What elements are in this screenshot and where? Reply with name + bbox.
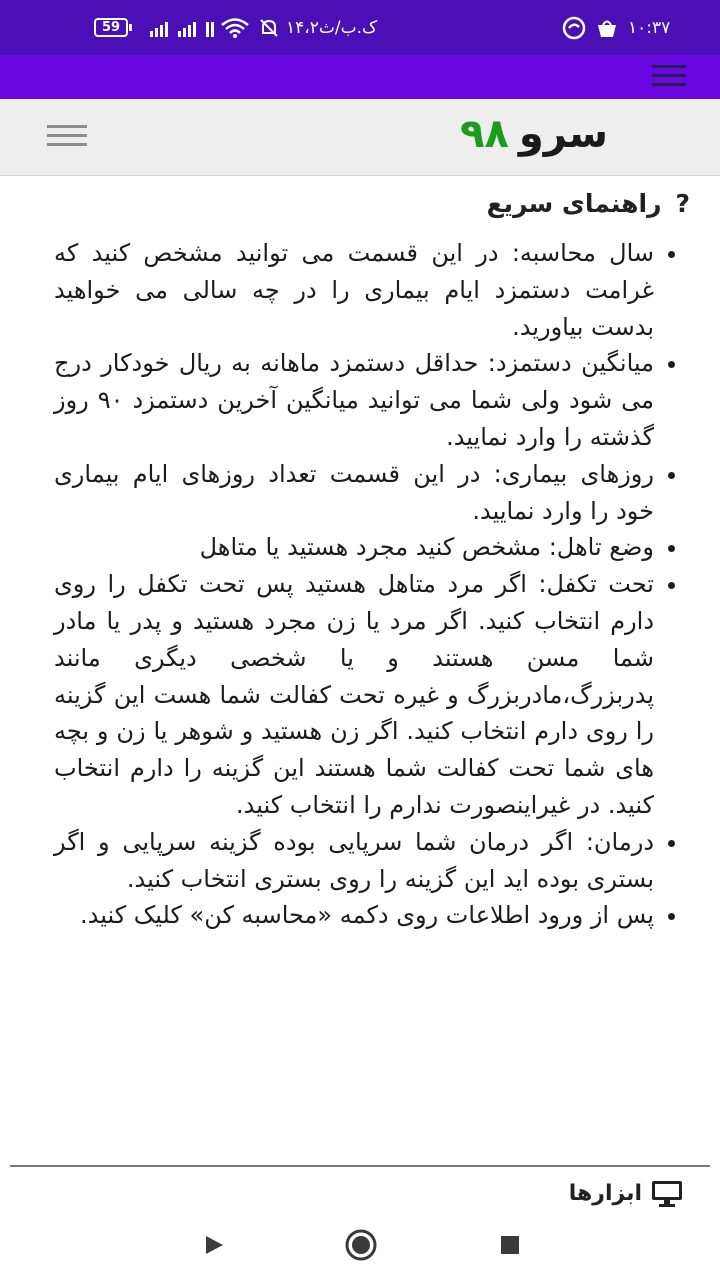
guide-item: • وضع تاهل: مشخص کنید مجرد هستید یا متاهل [54, 529, 654, 566]
quick-guide-heading [487, 189, 690, 218]
home-icon [344, 1228, 378, 1262]
notification-off-icon [258, 0, 280, 55]
guide-item: • درمان: اگر درمان شما سرپایی بوده گزینه سرپایی و اگر بستری بوده اید این گزینه را روی بستری انتخاب کنید. [54, 824, 654, 898]
quick-guide-list [54, 235, 694, 934]
guide-item: • روزهای بیماری: در این قسمت تعداد روزهای ایام بیماری خود را وارد نمایید. [54, 456, 654, 530]
status-date: ۱۴،۲ک.ب/ث [286, 17, 378, 38]
wifi-icon [220, 0, 250, 55]
quick-guide-title: راهنمای سریع [486, 189, 662, 218]
guide-item: • میانگین دستمزد: حداقل دستمزد ماهانه به ریال خودکار درج می شود ولی شما می توانید میانگین آخرین دستمزد ۹۰ روز گذشته را وارد نمایید. [54, 345, 654, 455]
back-icon [203, 1234, 225, 1256]
tools-heading [569, 1179, 684, 1207]
site-logo[interactable] [460, 111, 608, 157]
home-button[interactable] [340, 1210, 382, 1280]
guide-item: • سال محاسبه: در این قسمت می توانید مشخص کنید که غرامت دستمزد ایام بیماری را در چه سالی می خواهید بدست بیاورید. [54, 235, 654, 345]
navigation-bar [0, 1210, 720, 1280]
monitor-icon [650, 1179, 684, 1207]
tools-title: ابزارها [568, 1180, 642, 1206]
shop-icon [595, 0, 619, 55]
guide-item: • تحت تکفل: اگر مرد متاهل هستید پس تحت تکفل را روی دارم انتخاب کنید. اگر مرد یا زن مجرد هستید و پدر یا مادر شما مسن هستند و یا شخصی دیگری مانند پدربزرگ،مادربزرگ و غیره تحت کفالت شما هست این گزینه را روی دارم انتخاب کنید. اگر زن هستید و شوهر یا زن و بچه های شما تحت کفالت شما هستند این گزینه را دارم انتخاب کنید. در غیراینصورت ندارم را انتخاب کنید. [54, 566, 654, 824]
site-name: سرو [518, 111, 608, 157]
status-bar [0, 0, 720, 55]
signal-icon [150, 0, 220, 55]
recents-button[interactable] [492, 1210, 528, 1280]
site-header [0, 99, 720, 176]
site-number: ۹۸ [460, 111, 509, 157]
guide-item: • پس از ورود اطلاعات روی دکمه «محاسبه کن» کلیک کنید. [54, 897, 654, 934]
battery-level: 59 [94, 18, 128, 37]
recents-icon [500, 1235, 520, 1255]
back-button[interactable] [196, 1210, 232, 1280]
site-menu-icon[interactable] [47, 125, 87, 147]
menu-icon[interactable] [652, 65, 686, 89]
app-notification-icon [562, 0, 586, 55]
app-bar [0, 55, 720, 99]
main-content [0, 175, 720, 1210]
question-icon: ? [675, 189, 690, 218]
status-time: ۱۰:۳۷ [628, 17, 671, 38]
battery-indicator [94, 0, 132, 55]
section-divider [10, 1165, 710, 1167]
